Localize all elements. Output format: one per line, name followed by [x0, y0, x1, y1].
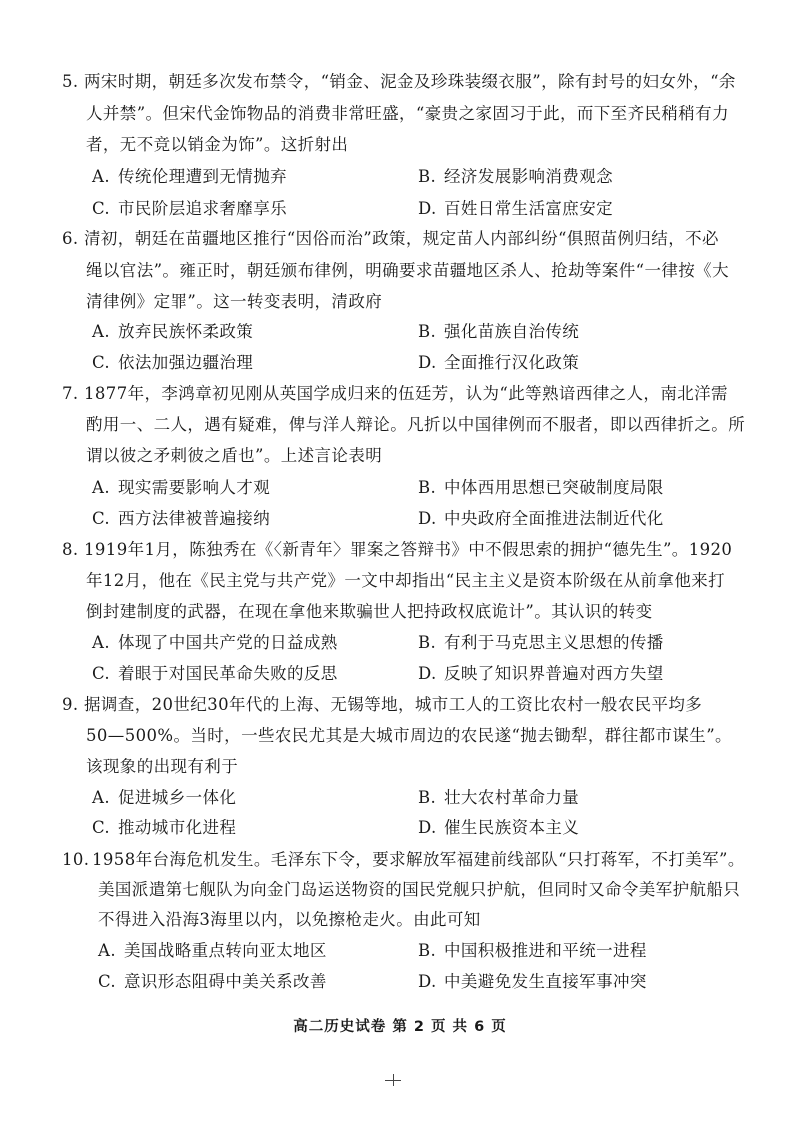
option-letter: B. — [418, 167, 437, 186]
option-letter: A. — [92, 322, 110, 341]
option-text: 依法加强边疆治理 — [118, 353, 254, 372]
option-text: 百姓日常生活富庶安定 — [444, 199, 613, 218]
option-a — [92, 322, 253, 342]
option-letter: C. — [92, 353, 111, 372]
option-d — [418, 353, 579, 373]
option-a — [92, 478, 270, 498]
question-number: 7. — [62, 384, 79, 403]
option-letter: D. — [418, 818, 437, 837]
option-letter: C. — [92, 664, 111, 683]
option-text: 壮大农村革命力量 — [444, 788, 580, 807]
option-letter: D. — [418, 509, 437, 528]
option-letter: C. — [92, 818, 111, 837]
option-c — [92, 353, 253, 373]
option-letter: A. — [92, 478, 110, 497]
option-letter: A. — [92, 167, 110, 186]
option-text: 现实需要影响人才观 — [118, 478, 271, 497]
option-letter: C. — [98, 972, 117, 991]
option-text: 美国战略重点转向亚太地区 — [124, 941, 327, 960]
option-a — [92, 788, 236, 808]
option-text: 强化苗族自治传统 — [444, 322, 580, 341]
question-number: 6. — [62, 229, 79, 248]
option-b — [418, 941, 647, 961]
option-letter: B. — [418, 478, 437, 497]
option-d — [418, 664, 664, 684]
question-number: 5. — [62, 72, 79, 91]
option-text: 中央政府全面推进法制近代化 — [444, 509, 664, 528]
option-text: 传统伦理遭到无情抛弃 — [118, 167, 287, 186]
question-stem-line: 1877年，李鸿章初见刚从英国学成归来的伍廷芳，认为“此等熟谙西律之人，南北洋需 — [84, 384, 728, 403]
question-stem-line: 据调查，20世纪30年代的上海、无锡等地，城市工人的工资比农村一般农民平均多 — [84, 695, 703, 714]
option-text: 中国积极推进和平统一进程 — [444, 941, 647, 960]
option-letter: A. — [98, 941, 116, 960]
option-d — [418, 818, 579, 838]
option-text: 中体西用思想已突破制度局限 — [444, 478, 664, 497]
question-stem-line: 不得进入沿海3海里以内，以免擦枪走火。由此可知 — [98, 910, 481, 929]
option-b — [418, 478, 664, 498]
question-stem-line: 两宋时期，朝廷多次发布禁令，“销金、泥金及珍珠装缀衣服”，除有封号的妇女外，“余 — [84, 72, 736, 91]
option-letter: B. — [418, 633, 437, 652]
option-letter: D. — [418, 199, 437, 218]
option-text: 市民阶层追求奢靡享乐 — [118, 199, 287, 218]
question-stem-line: 者，无不竞以销金为饰”。这折射出 — [86, 135, 349, 154]
question-number: 10. — [62, 850, 90, 869]
question-stem-line: 绳以官法”。雍正时，朝廷颁布律例，明确要求苗疆地区杀人、抢劫等案件“一律按《大 — [86, 261, 729, 280]
option-d — [418, 509, 664, 529]
option-text: 体现了中国共产党的日益成熟 — [118, 633, 338, 652]
option-c — [92, 818, 236, 838]
option-text: 中美避免发生直接军事冲突 — [444, 972, 647, 991]
option-a — [92, 167, 287, 187]
option-letter: D. — [418, 353, 437, 372]
option-letter: D. — [418, 972, 437, 991]
option-letter: A. — [92, 633, 110, 652]
option-letter: C. — [92, 199, 111, 218]
option-letter: A. — [92, 788, 110, 807]
question-stem-line: 谓以彼之矛刺彼之盾也”。上述言论表明 — [86, 446, 383, 465]
question-stem-line: 清律例》定罪”。这一转变表明，清政府 — [86, 292, 383, 311]
question-stem-line: 人并禁”。但宋代金饰物品的消费非常旺盛，“豪贵之家固习于此，而下至齐民稍稍有力 — [86, 104, 729, 123]
option-c — [98, 972, 327, 992]
option-text: 意识形态阻碍中美关系改善 — [124, 972, 327, 991]
option-b — [418, 167, 613, 187]
option-letter: B. — [418, 941, 437, 960]
question-number: 8. — [62, 540, 79, 559]
option-text: 反映了知识界普遍对西方失望 — [444, 664, 664, 683]
option-text: 推动城市化进程 — [118, 818, 237, 837]
question-stem-line: 清初，朝廷在苗疆地区推行“因俗而治”政策，规定苗人内部纠纷“俱照苗例归结，不必 — [84, 229, 719, 248]
option-letter: D. — [418, 664, 437, 683]
option-b — [418, 633, 664, 653]
option-d — [418, 199, 613, 219]
option-letter: B. — [418, 322, 437, 341]
question-stem-line: 美国派遣第七舰队为向金门岛运送物资的国民党舰只护航，但同时又命令美军护航船只 — [98, 880, 741, 899]
option-c — [92, 199, 287, 219]
question-number: 9. — [62, 695, 79, 714]
option-c — [92, 664, 338, 684]
option-text: 催生民族资本主义 — [444, 818, 580, 837]
option-letter: B. — [418, 788, 437, 807]
option-text: 促进城乡一体化 — [118, 788, 237, 807]
option-d — [418, 972, 647, 992]
question-stem-line: 1919年1月，陈独秀在《〈新青年〉罪案之答辩书》中不假思索的拥护“德先生”。1920 — [84, 540, 733, 559]
question-stem-line: 1958年台海危机发生。毛泽东下令，要求解放军福建前线部队“只打蒋军，不打美军”。 — [92, 850, 745, 869]
question-stem-line: 酌用一、二人，遇有疑难，俾与洋人辩论。凡折以中国律例而不服者，即以西律折之。所 — [86, 415, 746, 434]
option-text: 有利于马克思主义思想的传播 — [444, 633, 664, 652]
registration-mark — [385, 1072, 401, 1088]
option-text: 着眼于对国民革命失败的反思 — [118, 664, 338, 683]
option-text: 全面推行汉化政策 — [444, 353, 580, 372]
question-stem-line: 50—500%。当时，一些农民尤其是大城市周边的农民遂“抛去锄犁，群往都市谋生”。 — [86, 726, 732, 745]
option-text: 西方法律被普遍接纳 — [118, 509, 271, 528]
page-footer: 高二历史试卷 第 2 页 共 6 页 — [293, 1019, 507, 1035]
option-a — [92, 633, 338, 653]
option-c — [92, 509, 270, 529]
option-b — [418, 322, 579, 342]
option-letter: C. — [92, 509, 111, 528]
option-text: 放弃民族怀柔政策 — [118, 322, 254, 341]
option-b — [418, 788, 579, 808]
option-text: 经济发展影响消费观念 — [444, 167, 613, 186]
option-a — [98, 941, 327, 961]
question-stem-line: 年12月，他在《民主党与共产党》一文中却指出“民主主义是资本阶级在从前拿他来打 — [86, 571, 726, 590]
question-stem-line: 该现象的出现有利于 — [86, 757, 239, 776]
question-stem-line: 倒封建制度的武器，在现在拿他来欺骗世人把持政权底诡计”。其认识的转变 — [86, 602, 653, 621]
